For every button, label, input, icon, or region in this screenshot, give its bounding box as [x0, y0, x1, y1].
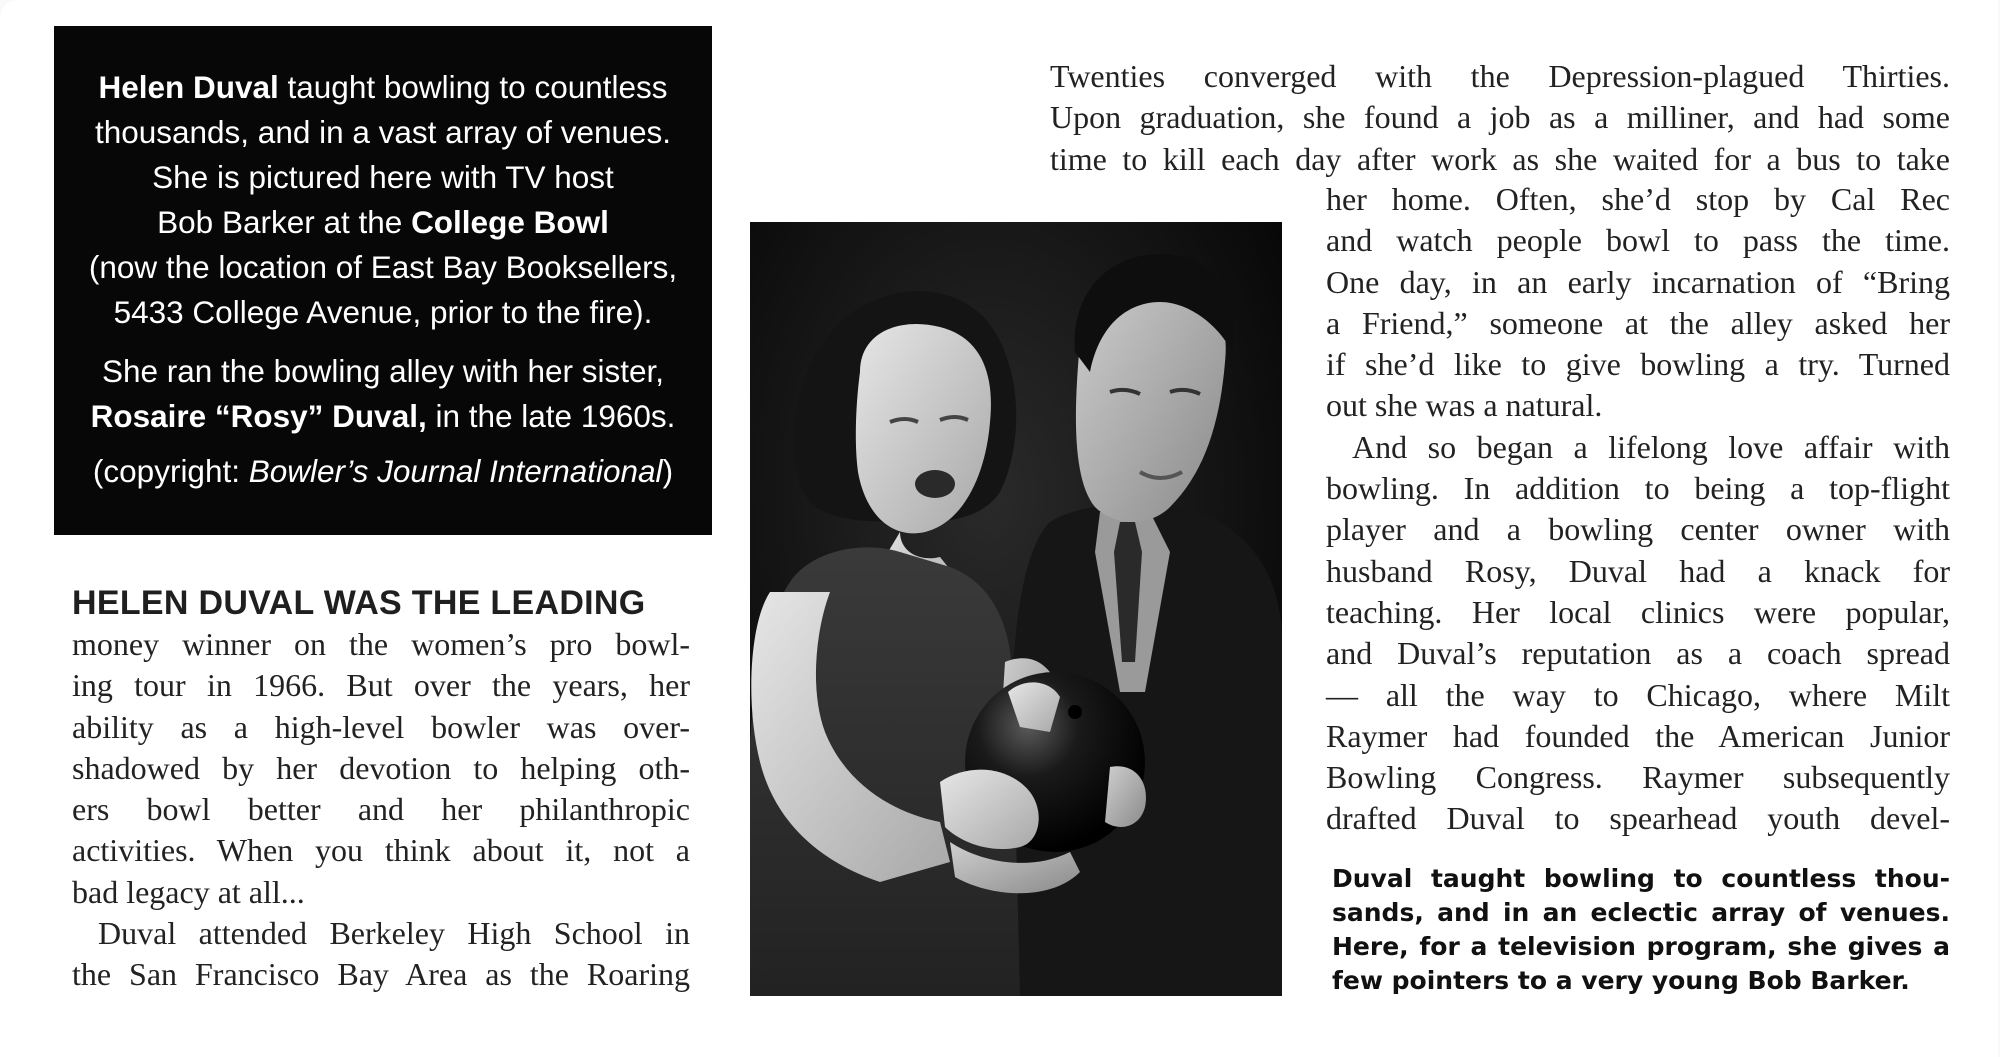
body-line: Duval attended Berkeley High School in: [98, 915, 690, 952]
body-line: ability as a high-level bowler was over-: [72, 708, 690, 745]
article-right-column: [1326, 179, 1950, 840]
caption-line: She ran the bowling alley with her sister,: [101, 353, 665, 389]
copyright-line: (copyright: Bowler’s Journal International): [92, 453, 674, 489]
body-line: and watch people bowl to pass the time.: [1326, 222, 1950, 259]
body-line: bad legacy at all...: [72, 873, 305, 910]
body-line: Raymer had founded the American Junior: [1326, 717, 1950, 754]
caption-line: Here, for a television program, she gives a: [1332, 932, 1950, 961]
body-line: time to kill each day after work as she waited for a bus to take: [1050, 140, 1950, 177]
body-line: Bowling Congress. Raymer subsequently: [1326, 759, 1950, 796]
caption-line: Duval taught bowling to countless thou-: [1332, 864, 1950, 893]
body-line: the San Francisco Bay Area as the Roaring: [72, 956, 690, 993]
bowling-photo: [750, 222, 1282, 996]
caption-line: 5433 College Avenue, prior to the fire).: [113, 294, 653, 330]
body-line: a Friend,” someone at the alley asked her: [1326, 304, 1950, 341]
caption-line: (now the location of East Bay Booksellers,: [88, 249, 678, 285]
article-left-column: [72, 582, 690, 996]
caption-line: Bob Barker at the College Bowl: [157, 204, 609, 240]
body-line: money winner on the women’s pro bowl-: [72, 626, 690, 662]
article-right-column-top: [1050, 56, 1950, 180]
body-line: and Duval’s reputation as a coach spread: [1326, 635, 1950, 672]
body-line: Twenties converged with the Depression-plagued Thirties.: [1050, 58, 1950, 94]
body-line: teaching. Her local clinics were popular,: [1326, 593, 1950, 630]
photo-illustration: [750, 222, 1282, 996]
body-line: her home. Often, she’d stop by Cal Rec: [1326, 181, 1950, 217]
body-line: player and a bowling center owner with: [1326, 511, 1950, 548]
body-line: out she was a natural.: [1326, 387, 1603, 424]
body-line: drafted Duval to spearhead youth devel-: [1326, 800, 1950, 837]
info-caption-box: [54, 26, 712, 535]
body-line: ing tour in 1966. But over the years, her: [72, 667, 690, 704]
article-headline: HELEN DUVAL WAS THE LEADING: [72, 584, 646, 622]
caption-line: sands, and in an eclectic array of venues.: [1332, 898, 1950, 927]
body-line: activities. When you think about it, not a: [72, 832, 690, 869]
body-line: — all the way to Chicago, where Milt: [1326, 676, 1950, 713]
caption-line: thousands, and in a vast array of venues.: [94, 114, 672, 150]
caption-line: Helen Duval taught bowling to countless: [98, 69, 668, 105]
body-line: bowling. In addition to being a top-flight: [1326, 470, 1950, 507]
body-line: Upon graduation, she found a job as a milliner, and had some: [1050, 99, 1950, 136]
body-line: shadowed by her devotion to helping oth-: [72, 749, 690, 786]
caption-line: She is pictured here with TV host: [152, 159, 614, 195]
body-line: One day, in an early incarnation of “Bring: [1326, 263, 1950, 300]
photo-caption: [1332, 862, 1950, 998]
body-line: if she’d like to give bowling a try. Turned: [1326, 346, 1950, 383]
caption-line: few pointers to a very young Bob Barker.: [1332, 966, 1910, 995]
body-line: And so began a lifelong love affair with: [1352, 428, 1950, 465]
caption-line: Rosaire “Rosy” Duval, in the late 1960s.: [90, 398, 676, 434]
body-line: ers bowl better and her philanthropic: [72, 791, 690, 828]
body-line: husband Rosy, Duval had a knack for: [1326, 552, 1950, 589]
